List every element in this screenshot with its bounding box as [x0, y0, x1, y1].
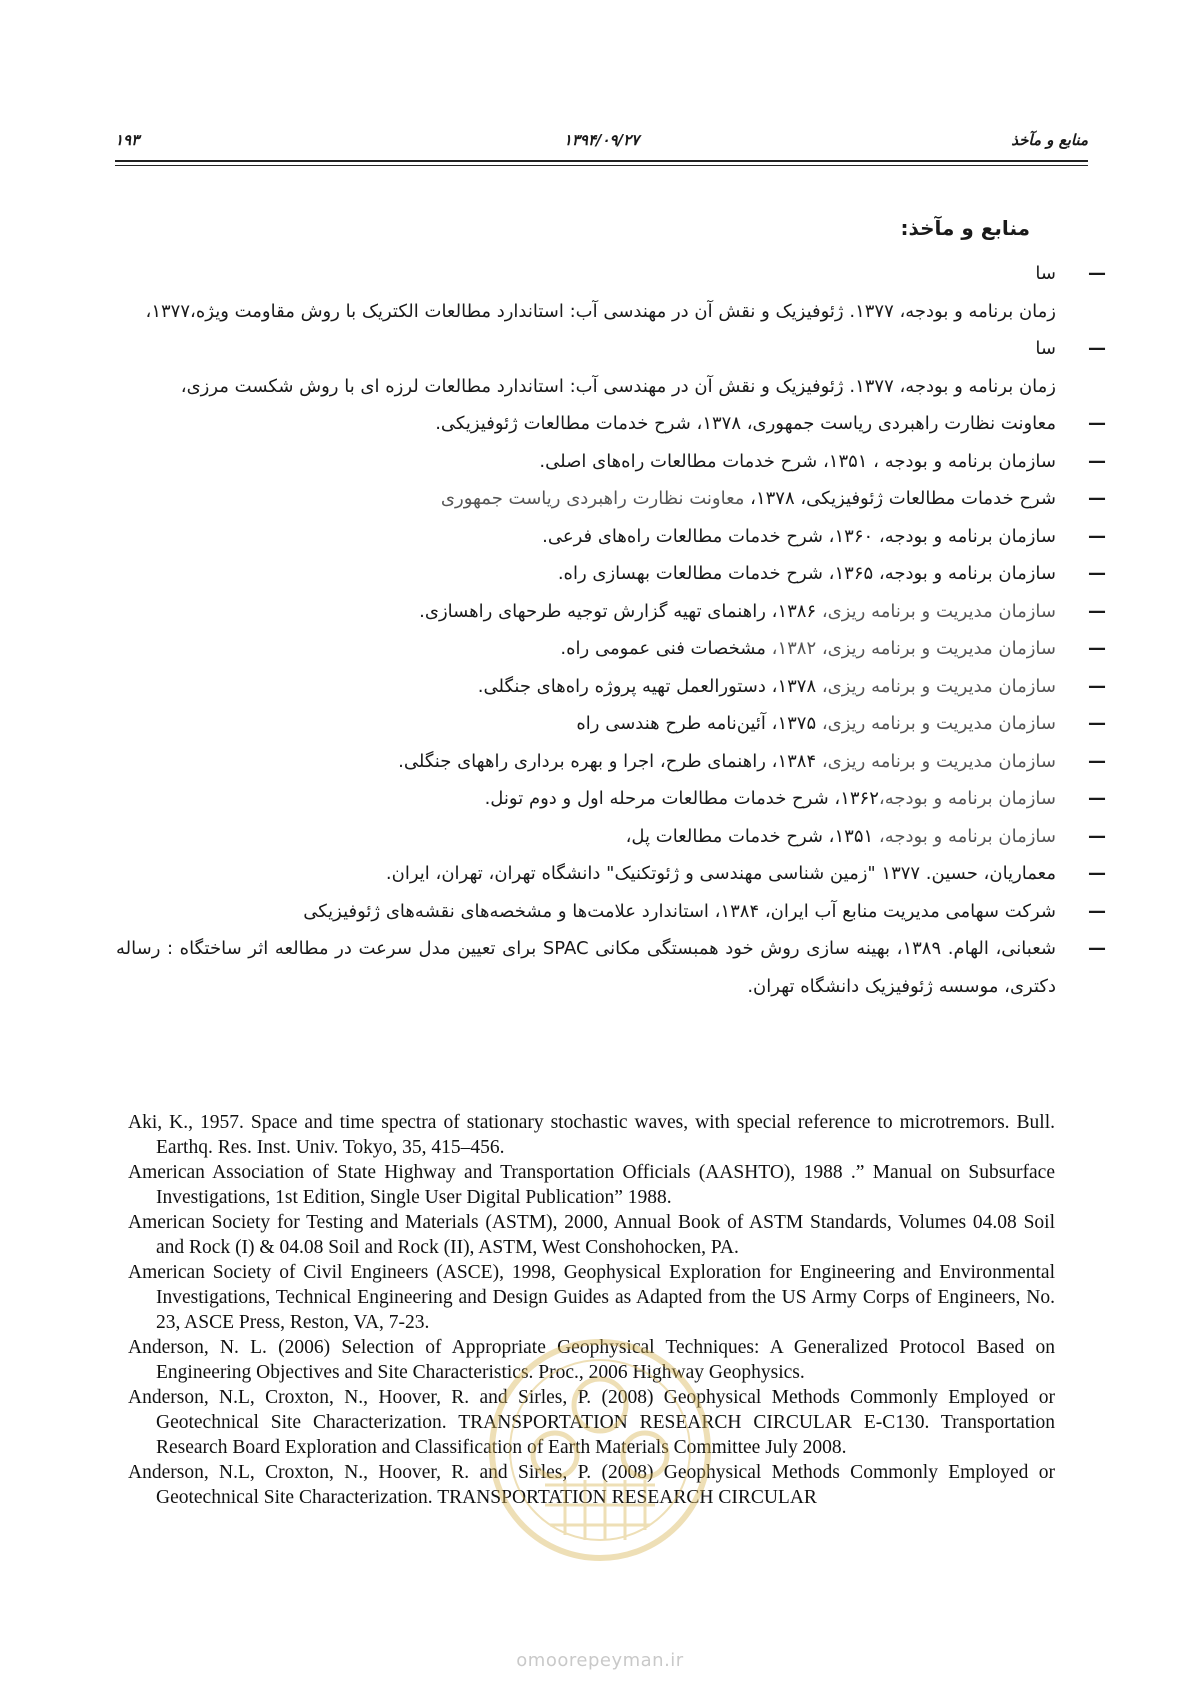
- persian-reference-item: [116, 330, 1106, 405]
- dash-bullet: —: [1088, 525, 1106, 547]
- persian-reference-item: [116, 555, 1106, 593]
- reference-author-grey: معاونت نظارت راهبردی ریاست جمهوری: [440, 488, 745, 509]
- persian-reference-item: [116, 255, 1106, 330]
- dash-bullet: —: [1088, 600, 1106, 622]
- reference-text: زمان برنامه و بودجه، ۱۳۷۷. ژئوفیزیک و نقش آن در مهندسی آب: استاندارد مطالعات لرزه ای با روش شکست مرزی،: [180, 375, 1056, 397]
- english-reference-item: Anderson, N.L, Croxton, N., Hoover, R. and Sirles, P. (2008) Geophysical Methods Commonly Employed or Geotechnical Site Characterization. TRANSPORTATION RESEARCH CIRCULAR E-C130. Transportation Research Board Exploration and Classification of Earth Materials Committee July 2008.: [128, 1387, 1055, 1458]
- persian-reference-item: [116, 743, 1106, 781]
- reference-author-grey: سازمان مدیریت و برنامه ریزی،: [816, 675, 1056, 697]
- persian-reference-item: [116, 893, 1106, 931]
- header-date: ۱۳۹۴/۰۹/۲۷: [563, 131, 640, 149]
- reference-text: ۱۳۸۴، راهنمای طرح، اجرا و بهره برداری راههای جنگلی.: [398, 750, 817, 772]
- persian-reference-item: [116, 593, 1106, 631]
- dash-bullet: —: [1088, 788, 1106, 809]
- watermark-seal-icon: [485, 1335, 715, 1565]
- persian-reference-item: [116, 855, 1106, 893]
- persian-reference-item: [116, 705, 1106, 743]
- english-reference-item: Anderson, N. L. (2006) Selection of Appropriate Geophysical Techniques: A Generalized Protocol Based on Engineering Objectives and Site Characteristics. Proc., 2006 Highway Geophysics.: [128, 1337, 1055, 1383]
- dash-bullet: —: [1088, 450, 1106, 472]
- dash-bullet: —: [1088, 638, 1106, 659]
- persian-reference-item: [116, 818, 1106, 856]
- reference-text: ۱۳۷۵، آئین‌نامه طرح هندسی راه: [576, 713, 817, 734]
- reference-lead: شرح خدمات مطالعات ژئوفیزیکی، ۱۳۷۸،: [744, 488, 1056, 509]
- watermark-text: omoorepeyman.ir: [516, 1650, 684, 1671]
- reference-text: مشخصات فنی عمومی راه.: [560, 638, 766, 659]
- english-reference-item: American Society for Testing and Materials (ASTM), 2000, Annual Book of ASTM Standards, Volumes 04.08 Soil and Rock (I) & 04.08 Soil and Rock (II), ASTM, West Conshohocken, PA.: [128, 1212, 1055, 1258]
- persian-reference-item: [116, 480, 1106, 518]
- reference-text: ۱۳۷۸، دستورالعمل تهیه پروژه راه‌های جنگلی.: [477, 675, 817, 697]
- reference-text: ۱۳۶۲، شرح خدمات مطالعات مرحله اول و دوم تونل.: [484, 788, 879, 809]
- english-reference-item: Aki, K., 1957. Space and time spectra of stationary stochastic waves, with special reference to microtremors. Bull. Earthq. Res. Inst. Univ. Tokyo, 35, 415–456.: [128, 1112, 1055, 1158]
- dash-bullet: —: [1088, 413, 1106, 434]
- reference-text: ۱۳۸۶، راهنمای تهیه گزارش توجیه طرحهای راهسازی.: [419, 600, 817, 622]
- reference-text: سازمان برنامه و بودجه، ۱۳۶۰، شرح خدمات مطالعات راه‌های فرعی.: [542, 525, 1056, 547]
- page-number: ۱۹۳: [115, 131, 140, 149]
- dash-bullet: —: [1088, 713, 1106, 734]
- persian-reference-item: [116, 668, 1106, 706]
- persian-reference-list: [116, 255, 1106, 1005]
- dash-bullet: —: [1088, 863, 1106, 884]
- dash-bullet: —: [1088, 488, 1106, 509]
- dash-bullet: —: [1088, 263, 1106, 284]
- persian-reference-item: [116, 443, 1106, 481]
- running-header: [115, 131, 1088, 153]
- dash-bullet: —: [1088, 750, 1106, 772]
- english-reference-item: American Association of State Highway and Transportation Officials (AASHTO), 1988 .” Manual on Subsurface Investigations, 1st Edition, Single User Digital Publication” 1988.: [128, 1162, 1055, 1208]
- persian-reference-item: [116, 780, 1106, 818]
- persian-reference-item: [116, 630, 1106, 668]
- reference-author-grey: سازمان مدیریت و برنامه ریزی، ۱۳۸۲،: [765, 638, 1056, 659]
- reference-author-grey: سازمان برنامه و بودجه،: [878, 788, 1056, 809]
- header-rule: [115, 160, 1088, 162]
- reference-text: شعبانی، الهام. ۱۳۸۹، بهینه سازی روش خود همبستگی مکانی SPAC برای تعیین مدل سرعت در مطالعه اثر ساختگاه : رساله دکتری، موسسه ژئوفیزیک دانشگاه تهران.: [116, 938, 1056, 997]
- dash-bullet: —: [1088, 563, 1106, 584]
- dash-bullet: —: [1088, 825, 1106, 847]
- dash-bullet: —: [1088, 900, 1106, 922]
- english-reference-item: Anderson, N.L, Croxton, N., Hoover, R. and Sirles, P. (2008) Geophysical Methods Commonly Employed or Geotechnical Site Characterization. TRANSPORTATION RESEARCH CIRCULAR: [128, 1462, 1055, 1508]
- persian-reference-item: [116, 405, 1106, 443]
- reference-text: ۱۳۵۱، شرح خدمات مطالعات پل،: [625, 825, 874, 847]
- header-rule-thin: [115, 165, 1088, 166]
- dash-bullet: —: [1088, 338, 1106, 359]
- reference-text: معماریان، حسین. ۱۳۷۷ "زمین شناسی مهندسی و ژئوتکنیک" دانشگاه تهران، تهران، ایران.: [385, 863, 1056, 884]
- reference-text: زمان برنامه و بودجه، ۱۳۷۷. ژئوفیزیک و نقش آن در مهندسی آب: استاندارد مطالعات الکتریک با روش مقاومت ویژه،۱۳۷۷،: [145, 300, 1056, 322]
- reference-author-grey: سازمان مدیریت و برنامه ریزی،: [816, 750, 1056, 772]
- dash-bullet: —: [1088, 938, 1106, 959]
- reference-text: سازمان برنامه و بودجه، ۱۳۶۵، شرح خدمات مطالعات بهسازی راه.: [557, 563, 1056, 584]
- persian-reference-item: [116, 518, 1106, 556]
- dash-bullet: —: [1088, 675, 1106, 697]
- reference-author-grey: سازمان مدیریت و برنامه ریزی،: [816, 713, 1056, 734]
- reference-text: معاونت نظارت راهبردی ریاست جمهوری، ۱۳۷۸، شرح خدمات مطالعات ژئوفیزیکی.: [435, 413, 1056, 434]
- reference-author-grey: سازمان مدیریت و برنامه ریزی،: [816, 600, 1056, 622]
- section-title: منابع و مآخذ:: [900, 216, 1030, 240]
- reference-text: سازمان برنامه و بودجه ، ۱۳۵۱، شرح خدمات مطالعات راه‌های اصلی.: [539, 450, 1056, 472]
- persian-reference-item: [116, 930, 1106, 1005]
- reference-author-grey: سازمان برنامه و بودجه،: [873, 825, 1056, 847]
- english-reference-item: American Society of Civil Engineers (ASCE), 1998, Geophysical Exploration for Engineering and Environmental Investigations, Technical Engineering and Design Guides as Adapted from the US Army Corps of Engineers, No. 23, ASCE Press, Reston, VA, 7-23.: [128, 1262, 1055, 1333]
- reference-fragment: سا: [1035, 263, 1056, 284]
- reference-text: شرکت سهامی مدیریت منابع آب ایران، ۱۳۸۴، استاندارد علامت‌ها و مشخصه‌های نقشه‌های ژئوفیزیکی: [303, 900, 1056, 922]
- header-section: منابع و مآخذ: [1011, 131, 1088, 149]
- reference-fragment: سا: [1035, 338, 1056, 359]
